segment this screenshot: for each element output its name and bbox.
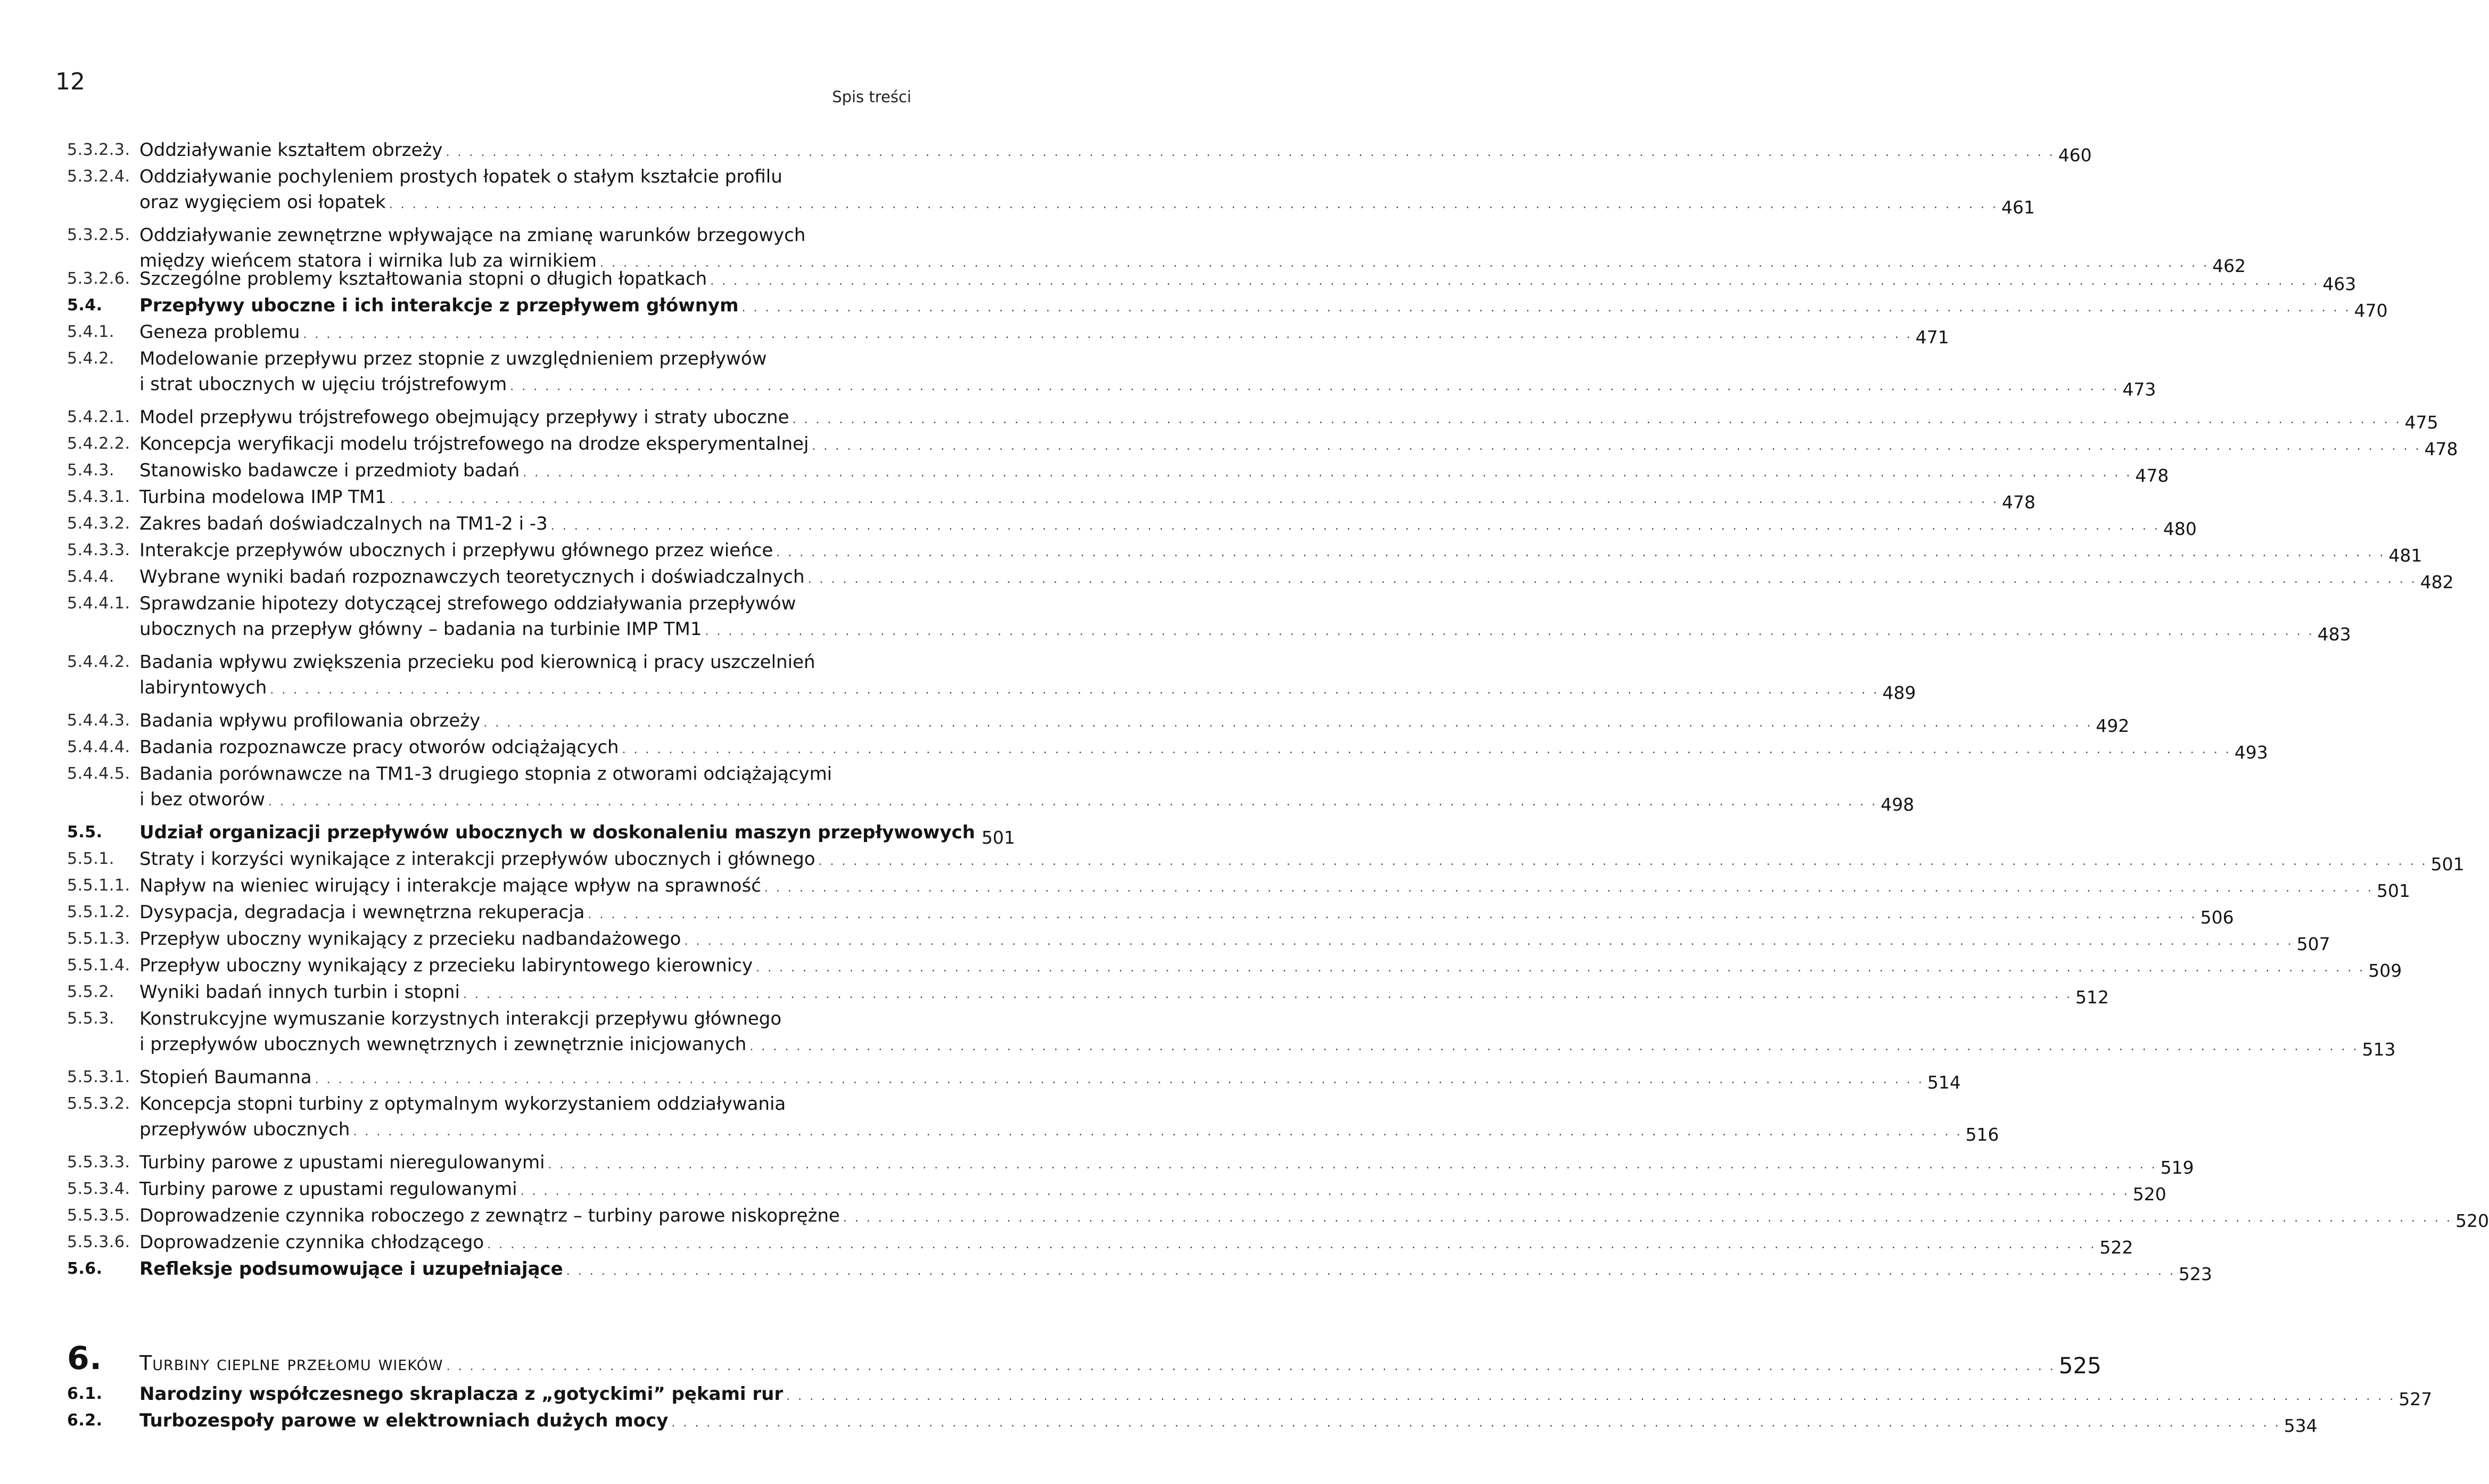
toc-entry-title: Turbozespoły parowe w elektrowniach dużych mocy [139, 1410, 669, 1431]
toc-entry-page: 478 [2002, 492, 2036, 513]
toc-entry-title: Turbiny parowe z upustami nieregulowanymi [139, 1152, 545, 1173]
toc-entry-page: 520 [2455, 1210, 2489, 1231]
toc-entry-page: 501 [2377, 880, 2411, 901]
toc-entry-number: 6. [67, 1340, 102, 1377]
toc-entry-number: 5.5.1.1. [67, 876, 130, 895]
toc-entry-title: Doprowadzenie czynnika chłodzącego [139, 1232, 484, 1253]
toc-entry-page: 509 [2368, 960, 2402, 981]
toc-entry-title: Szczególne problemy kształtowania stopni o długich łopatkach [139, 268, 707, 290]
toc-entry-number: 5.5.1. [67, 850, 114, 868]
toc-entry-title: i bez otworów [139, 789, 265, 810]
toc-entry-title: Koncepcja weryfikacji modelu trójstrefowego na drodze eksperymentalnej [139, 433, 809, 455]
toc-entry-title: Zakres badań doświadczalnych na TM1-2 i -3 [139, 513, 548, 534]
dot-leader [705, 619, 2314, 645]
toc-entry-number: 6.2. [67, 1411, 103, 1430]
dot-leader [447, 1354, 2056, 1380]
dot-leader [315, 1067, 1924, 1093]
toc-entry-page: 463 [2322, 274, 2356, 294]
dot-leader [793, 407, 2402, 433]
toc-entry-title: między wieńcem statora i wirnika lub za wirnikiem [139, 250, 597, 271]
toc-entry-number: 5.5.2. [67, 983, 114, 1001]
toc-entry-page: 470 [2354, 300, 2388, 321]
running-header: Spis treści [832, 88, 911, 106]
toc-entry-page: 519 [2160, 1157, 2194, 1178]
dot-leader [671, 1411, 2280, 1436]
toc-entry-page: 507 [2296, 934, 2330, 954]
toc-entry-title: Dysypacja, degradacja i wewnętrzna rekuperacja [139, 902, 585, 923]
toc-entry-title-line: Sprawdzanie hipotezy dotyczącej strefowego oddziaływania przepływów [139, 593, 796, 614]
dot-leader [268, 789, 1877, 815]
toc-entry-number: 5.3.2.3. [67, 141, 130, 159]
toc-entry-page: 512 [2075, 987, 2109, 1008]
toc-entry-title: Przepływ uboczny wynikający z przecieku nadbandażowego [139, 928, 681, 950]
toc-entry-title: przepływów ubocznych [139, 1119, 350, 1140]
toc-entry-title: Oddziaływanie kształtem obrzeży [139, 139, 443, 161]
toc-entry-number: 5.4.4.1. [67, 594, 130, 613]
dot-leader [446, 140, 2055, 166]
toc-entry-page: 501 [981, 827, 1015, 848]
toc-entry-title: Badania wpływu profilowania obrzeży [139, 710, 481, 731]
toc-entry-title: Model przepływu trójstrefowego obejmujący przepływy i straty uboczne [139, 407, 789, 428]
dot-leader [521, 1179, 2130, 1205]
dot-leader [390, 487, 1999, 513]
toc-entry-page: 462 [2212, 255, 2246, 276]
toc-entry-page: 514 [1927, 1072, 1961, 1093]
toc-entry-page: 471 [1915, 327, 1949, 348]
toc-entry-number: 5.5.1.4. [67, 956, 130, 975]
dot-leader [749, 1034, 2359, 1060]
toc-entry-title-line: Badania porównawcze na TM1-3 drugiego stopnia z otworami odciążającymi [139, 763, 833, 785]
dot-leader [566, 1259, 2175, 1284]
toc-entry-page: 534 [2284, 1415, 2318, 1436]
toc-entry-number: 5.4.1. [67, 323, 114, 341]
dot-leader [776, 540, 2385, 566]
toc-entry-number: 5.3.2.4. [67, 167, 130, 186]
toc-entry-title: Przepływ uboczny wynikający z przecieku labiryntowego kierownicy [139, 955, 753, 976]
toc-entry-number: 5.4.2. [67, 349, 114, 368]
toc-entry-title: Badania rozpoznawcze pracy otworów odciążających [139, 737, 619, 758]
toc-entry-page: 461 [2001, 197, 2035, 218]
toc-entry-title: Napływ na wieniec wirujący i interakcje mające wpływ na sprawność [139, 875, 761, 896]
dot-leader [742, 295, 2351, 321]
dot-leader [812, 434, 2421, 459]
toc-entry-number: 5.3.2.5. [67, 226, 130, 244]
toc-entry-title: Udział organizacji przepływów ubocznych w doskonaleniu maszyn przepływowych [139, 822, 975, 843]
toc-entry-number: 5.4.3. [67, 461, 114, 480]
dot-leader [764, 876, 2373, 901]
toc-entry-page: 520 [2132, 1184, 2166, 1205]
dot-leader [622, 737, 2231, 763]
toc-entry-title: i przepływów ubocznych wewnętrznych i zewnętrznie inicjowanych [139, 1034, 747, 1055]
toc-entry-page: 498 [1881, 794, 1915, 815]
toc-entry-number: 5.5.3.4. [67, 1180, 130, 1198]
toc-entry-page: 501 [2430, 854, 2465, 875]
dot-leader [483, 711, 2092, 736]
toc-entry-number: 5.5.1.2. [67, 903, 130, 921]
toc-entry-number: 5.5.3. [67, 1009, 114, 1028]
toc-entry-page: 480 [2163, 518, 2197, 539]
toc-entry-page: 489 [1882, 682, 1916, 703]
toc-entry-title: Stanowisko badawcze i przedmioty badań [139, 460, 520, 481]
toc-entry-number: 5.4.2.2. [67, 434, 130, 453]
toc-entry-number: 5.4.2.1. [67, 408, 130, 426]
toc-entry-number: 5.4.3.1. [67, 488, 130, 506]
dot-leader [808, 567, 2417, 592]
toc-entry-title: labiryntowych [139, 677, 267, 698]
toc-entry-number: 5.5.1.3. [67, 929, 130, 948]
toc-entry-title: Turbina modelowa IMP TM1 [139, 487, 386, 508]
toc-entry-page: 493 [2234, 742, 2268, 763]
toc-entry-number: 5.4.4.3. [67, 711, 130, 730]
toc-entry-title: i strat ubocznych w ujęciu trójstrefowym [139, 374, 507, 395]
toc-entry-page: 478 [2424, 439, 2458, 459]
page-number: 12 [55, 68, 85, 95]
toc-entry-page: 492 [2096, 715, 2130, 736]
toc-entry-number: 5.6. [67, 1259, 103, 1278]
toc-entry-page: 483 [2317, 624, 2351, 645]
toc-entry-title-line: Badania wpływu zwiększenia przecieku pod kierownicą i pracy uszczelnień [139, 652, 815, 673]
toc-entry-title: Geneza problemu [139, 321, 300, 343]
toc-entry-page: 516 [1965, 1124, 1999, 1145]
dot-leader [843, 1206, 2452, 1231]
toc-entry-title-line: Oddziaływanie zewnętrzne wpływające na zmianę warunków brzegowych [139, 225, 806, 246]
toc-entry-number: 5.5.3.1. [67, 1068, 130, 1086]
toc-entry-page: 460 [2058, 145, 2092, 166]
toc-entry-number: 5.5. [67, 823, 103, 842]
toc-entry-page: 527 [2399, 1389, 2433, 1409]
toc-entry-title: Wyniki badań innych turbin i stopni [139, 982, 460, 1003]
toc-entry-page: 513 [2362, 1039, 2396, 1060]
toc-entry-page: 478 [2135, 465, 2169, 486]
toc-entry-title: Turbiny parowe z upustami regulowanymi [139, 1178, 517, 1200]
toc-entry-page: 473 [2122, 379, 2156, 400]
toc-entry-page: 525 [2058, 1353, 2101, 1379]
toc-entry-page: 482 [2420, 572, 2454, 592]
toc-entry-title: Narodziny współczesnego skraplacza z „gotyckimi” pękami rur [139, 1383, 784, 1405]
dot-leader [786, 1384, 2395, 1409]
toc-entry-title-line: Oddziaływanie pochyleniem prostych łopatek o stałym kształcie profilu [139, 166, 782, 187]
dot-leader [710, 269, 2319, 294]
toc-entry-number: 5.5.3.5. [67, 1206, 130, 1225]
dot-leader [389, 192, 1998, 218]
toc-entry-number: 5.4.4. [67, 567, 114, 586]
dot-leader [487, 1232, 2096, 1258]
toc-entry-title: oraz wygięciem osi łopatek [139, 192, 386, 213]
toc-entry-number: 5.4.3.2. [67, 514, 130, 533]
dot-leader [588, 902, 2197, 928]
toc-entry-title: Stopień Baumanna [139, 1067, 312, 1088]
dot-leader [463, 982, 2072, 1008]
toc-entry-title: Doprowadzenie czynnika roboczego z zewnątrz – turbiny parowe niskoprężne [139, 1205, 840, 1226]
toc-entry-title-line: Modelowanie przepływu przez stopnie z uwzględnieniem przepływów [139, 348, 767, 369]
dot-leader [819, 849, 2428, 875]
toc-entry-number: 5.5.3.2. [67, 1094, 130, 1113]
toc-entry-number: 6.1. [67, 1384, 103, 1403]
toc-entry-title: Interakcje przepływów ubocznych i przepływu głównego przez wieńce [139, 540, 773, 561]
dot-leader [303, 322, 1912, 348]
toc-entry-number: 5.4.4.4. [67, 738, 130, 756]
toc-entry-title: Wybrane wyniki badań rozpoznawczych teoretycznych i doświadczalnych [139, 566, 805, 588]
toc-entry-title: Przepływy uboczne i ich interakcje z przepływem głównym [139, 295, 739, 316]
toc-entry-page: 522 [2099, 1237, 2133, 1258]
toc-entry-page: 475 [2404, 412, 2438, 433]
toc-entry-page: 523 [2178, 1264, 2212, 1284]
toc-entry-number: 5.4.4.5. [67, 764, 130, 783]
toc-entry-title: ubocznych na przepływ główny – badania na turbinie IMP TM1 [139, 619, 702, 640]
dot-leader [510, 374, 2119, 400]
toc-entry-page: 506 [2200, 907, 2234, 928]
toc-entry-number: 5.5.3.3. [67, 1153, 130, 1172]
toc-entry-page: 481 [2388, 545, 2422, 566]
toc-entry-title-line: Konstrukcyjne wymuszanie korzystnych interakcji przepływu głównego [139, 1008, 782, 1029]
toc-entry-title: Turbiny cieplne przełomu wieków [139, 1351, 443, 1375]
dot-leader [551, 514, 2160, 539]
dot-leader [548, 1152, 2157, 1178]
dot-leader [270, 678, 1879, 703]
toc-entry-number: 5.5.3.6. [67, 1233, 130, 1251]
dot-leader [684, 929, 2293, 954]
dot-leader [756, 955, 2365, 981]
dot-leader [353, 1119, 1962, 1145]
toc-entry-title: Straty i korzyści wynikające z interakcji przepływów ubocznych i głównego [139, 848, 815, 870]
toc-entry-number: 5.4.3.3. [67, 541, 130, 559]
toc-entry-number: 5.3.2.6. [67, 269, 130, 288]
dot-leader [523, 460, 2132, 486]
toc-entry-number: 5.4.4.2. [67, 653, 130, 671]
toc-entry-title: Refleksje podsumowujące i uzupełniające [139, 1258, 563, 1280]
toc-entry-title-line: Koncepcja stopni turbiny z optymalnym wykorzystaniem oddziaływania [139, 1093, 786, 1115]
toc-entry-number: 5.4. [67, 296, 103, 315]
